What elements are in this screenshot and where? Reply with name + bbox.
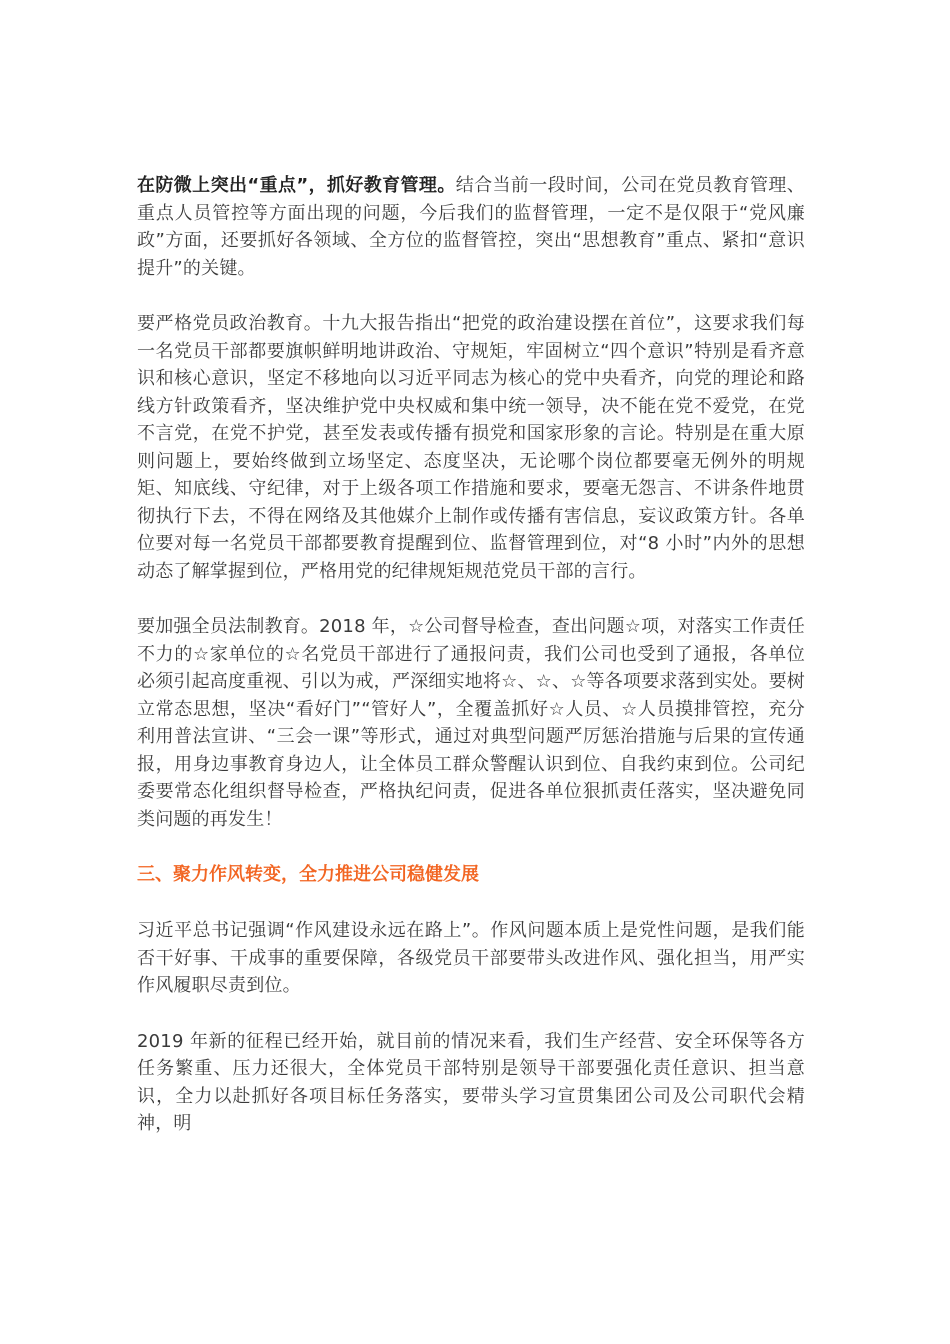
paragraph-text: 习近平总书记强调“作风建设永远在路上”。作风问题本质上是党性问题，是我们能否干好事、干成事的重要保障，各级党员干部要带头改进作风、强化担当，用严实作风履职尽责到位。 xyxy=(137,920,805,996)
paragraph-2019-journey xyxy=(137,1028,805,1138)
paragraph-text: 2019 年新的征程已经开始，就目前的情况来看，我们生产经营、安全环保等各方任务繁重、压力还很大，全体党员干部特别是领导干部要强化责任意识、担当意识，全力以赴抓好各项目标任务落实，要带头学习宣贯集团公司及公司职代会精神，明 xyxy=(137,1030,805,1134)
paragraph-text: 结合当前一段时间，公司在党员教育管理、重点人员管控等方面出现的问题，今后我们的监督管理，一定不是仅限于“党风廉政”方面，还要抓好各领域、全方位的监督管控，突出“思想教育”重点、紧扣“意识提升”的关键。 xyxy=(137,175,805,279)
document-body xyxy=(137,172,805,1138)
section-heading: 三、聚力作风转变，全力推进公司稳健发展 xyxy=(137,864,479,885)
paragraph-political-education xyxy=(137,310,805,585)
paragraph-text: 要加强全员法制教育。2018 年，☆公司督导检查，查出问题☆项，对落实工作责任不力的☆家单位的☆名党员干部进行了通报问责，我们公司也受到了通报，各单位必须引起高度重视、引以为戒，严深细实地将☆、☆、☆等各项要求落到实处。要树立常态思想，坚决“看好门”“管好人”，全覆盖抓好☆人员、☆人员摸排管控，充分利用普法宣讲、“三会一课”等形式，通过对典型问题严厉惩治措施与后果的宣传通报，用身边事教育身边人，让全体员工群众警醒认识到位、自我约束到位。公司纪委要常态化组织督导检查，严格执纪问责，促进各单位狠抓责任落实，坚决避免同类问题的再发生！ xyxy=(137,616,805,830)
paragraph-legal-education xyxy=(137,613,805,833)
paragraph-lead: 在防微上突出“重点”，抓好教育管理。 xyxy=(137,175,456,196)
paragraph-text: 要严格党员政治教育。十九大报告指出“把党的政治建设摆在首位”，这要求我们每一名党员干部都要旗帜鲜明地讲政治、守规矩，牢固树立“四个意识”特别是看齐意识和核心意识，坚定不移地向以习近平同志为核心的党中央看齐，向党的理论和路线方针政策看齐，坚决维护党中央权威和集中统一领导，决不能在党不爱党，在党不言党，在党不护党，甚至发表或传播有损党和国家形象的言论。特别是在重大原则问题上，要始终做到立场坚定、态度坚决，无论哪个岗位都要毫无例外的明规矩、知底线、守纪律，对于上级各项工作措施和要求，要毫无怨言、不讲条件地贯彻执行下去，不得在网络及其他媒介上制作或传播有害信息，妄议政策方针。各单位要对每一名党员干部都要教育提醒到位、监督管理到位，对“8 小时”内外的思想动态了解掌握到位，严格用党的纪律规矩规范党员干部的言行。 xyxy=(137,313,805,582)
paragraph-key-points xyxy=(137,172,805,282)
paragraph-work-style xyxy=(137,917,805,1000)
